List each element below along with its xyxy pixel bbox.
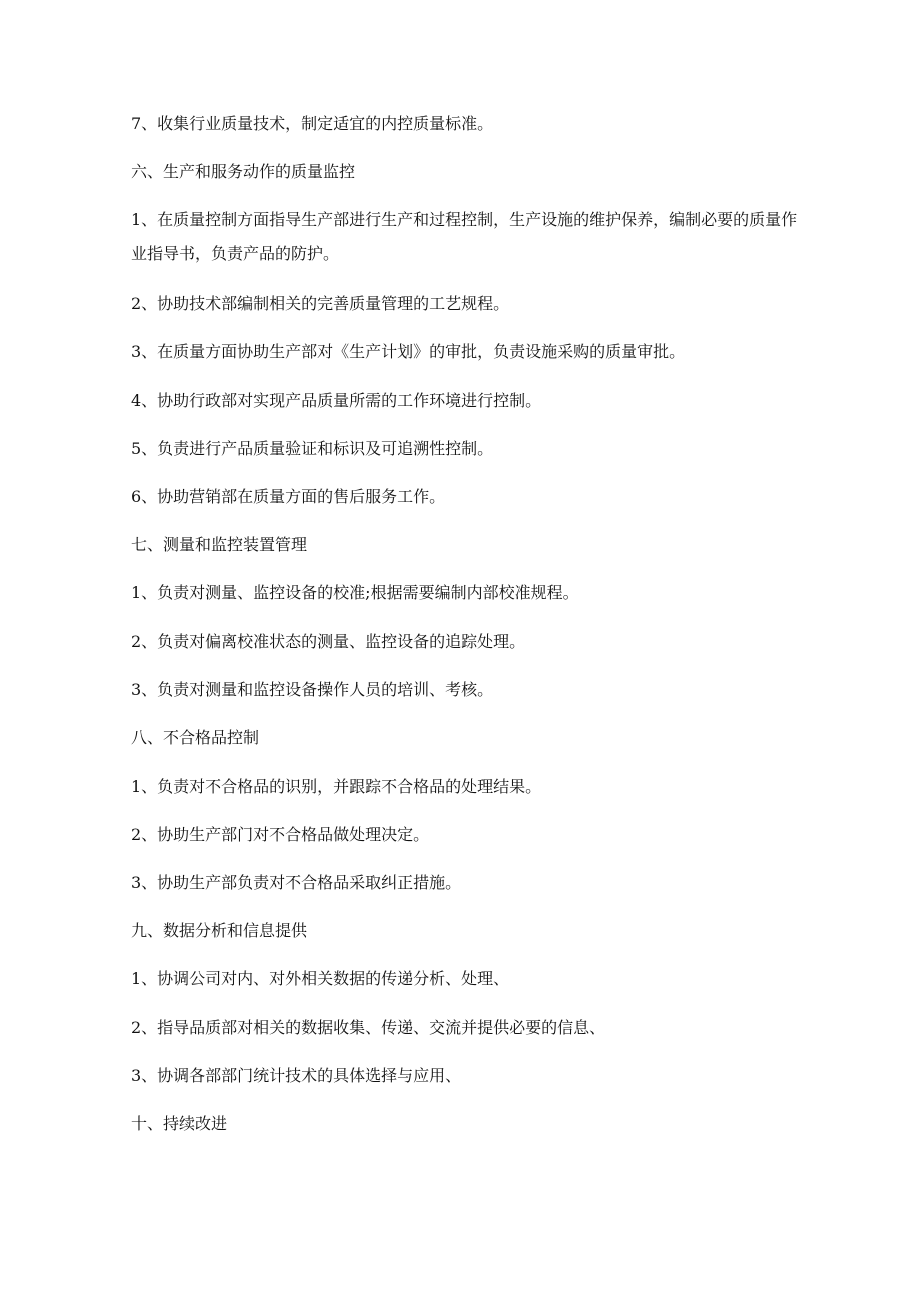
paragraph-item-6-4: 4、协助行政部对实现产品质量所需的工作环境进行控制。 bbox=[131, 391, 542, 410]
section-heading-6: 六、生产和服务动作的质量监控 bbox=[131, 162, 356, 181]
paragraph-item-6-5: 5、负责进行产品质量验证和标识及可追溯性控制。 bbox=[131, 439, 494, 458]
paragraph-item-7: 7、收集行业质量技术，制定适宜的内控质量标准。 bbox=[131, 114, 494, 133]
section-heading-8: 八、不合格品控制 bbox=[131, 728, 260, 747]
paragraph-item-7-1: 1、负责对测量、监控设备的校准;根据需要编制内部校准规程。 bbox=[131, 583, 579, 602]
paragraph-item-9-3: 3、协调各部部门统计技术的具体选择与应用、 bbox=[131, 1066, 462, 1085]
paragraph-item-8-1: 1、负责对不合格品的识别，并跟踪不合格品的处理结果。 bbox=[131, 777, 542, 796]
paragraph-item-6-3: 3、在质量方面协助生产部对《生产计划》的审批，负责设施采购的质量审批。 bbox=[131, 342, 686, 361]
paragraph-item-7-2: 2、负责对偏离校准状态的测量、监控设备的追踪处理。 bbox=[131, 632, 526, 651]
paragraph-item-9-2: 2、指导品质部对相关的数据收集、传递、交流并提供必要的信息、 bbox=[131, 1018, 606, 1037]
paragraph-item-7-3: 3、负责对测量和监控设备操作人员的培训、考核。 bbox=[131, 680, 494, 699]
paragraph-item-8-2: 2、协助生产部门对不合格品做处理决定。 bbox=[131, 825, 430, 844]
section-heading-7: 七、测量和监控装置管理 bbox=[131, 535, 308, 554]
paragraph-item-9-1: 1、协调公司对内、对外相关数据的传递分析、处理、 bbox=[131, 969, 510, 988]
paragraph-item-6-1: 1、在质量控制方面指导生产部进行生产和过程控制，生产设施的维护保养，编制必要的质量作业指导书，负责产品的防护。 bbox=[131, 210, 798, 263]
paragraph-item-8-3: 3、协助生产部负责对不合格品采取纠正措施。 bbox=[131, 873, 462, 892]
section-heading-9: 九、数据分析和信息提供 bbox=[131, 921, 308, 940]
section-heading-10: 十、持续改进 bbox=[131, 1114, 228, 1133]
paragraph-item-6-2: 2、协助技术部编制相关的完善质量管理的工艺规程。 bbox=[131, 294, 510, 313]
paragraph-item-6-6: 6、协助营销部在质量方面的售后服务工作。 bbox=[131, 487, 446, 506]
